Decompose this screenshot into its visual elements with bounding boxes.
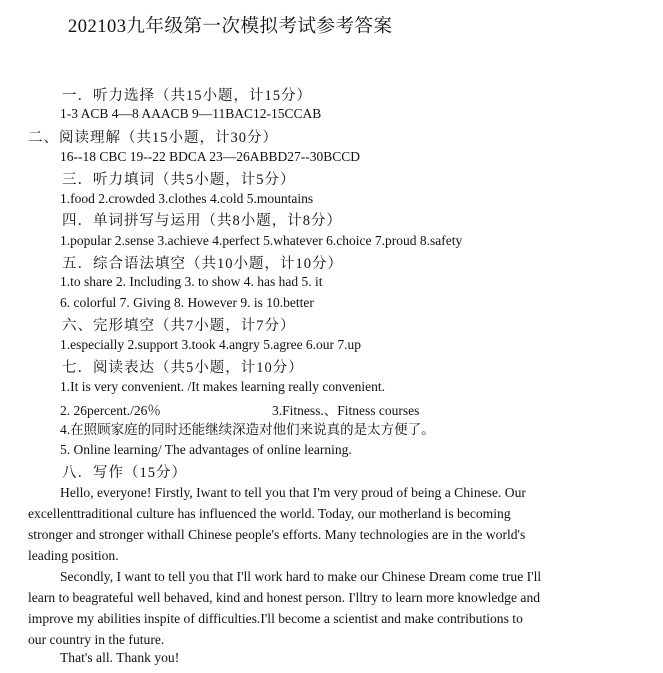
answers-listening-choice: 1-3 ACB 4—8 AAACB 9—11BAC12-15CCAB: [60, 106, 322, 121]
essay-line: excellenttraditional culture has influenced the world. Today, our motherland is becoming: [28, 506, 511, 521]
essay-paragraph-2: [28, 566, 635, 650]
essay-line: learn to beagrateful well behaved, kind and honest person. I'lltry to learn more knowledge and: [28, 590, 541, 605]
essay-line: our country in the future.: [28, 632, 165, 647]
answers-listening-fill: 1.food 2.crowded 3.clothes 4.cold 5.mountains: [60, 191, 314, 206]
page-title: 202103九年级第一次模拟考试参考答案: [68, 17, 393, 37]
section-heading-listening-choice: 一．听力选择（共15小题，计15分）: [62, 88, 312, 104]
answers-grammar-line2: 6. colorful 7. Giving 8. However 9. is 10.better: [60, 295, 314, 310]
answer-expression-3: 3.Fitness.、Fitness courses: [272, 403, 420, 418]
section-heading-grammar: 五．综合语法填空（共10小题，计10分）: [62, 256, 343, 272]
answer-expression-5: 5. Online learning/ The advantages of online learning.: [60, 442, 352, 457]
section-heading-cloze: 六、完形填空（共7小题，计7分）: [62, 318, 296, 334]
section-heading-listening-fill: 三．听力填词（共5小题，计5分）: [62, 172, 296, 188]
answer-expression-2: 2. 26percent./26％: [60, 403, 161, 418]
essay-closing: That's all. Thank you!: [60, 650, 180, 665]
essay-line: leading position.: [28, 548, 119, 563]
essay-line: Hello, everyone! Firstly, Iwant to tell you that I'm very proud of being a Chinese. Our: [60, 485, 526, 500]
essay-line: Secondly, I want to tell you that I'll work hard to make our Chinese Dream come true I'll: [60, 569, 542, 584]
answers-spelling: 1.popular 2.sense 3.achieve 4.perfect 5.whatever 6.choice 7.proud 8.safety: [60, 233, 463, 248]
section-heading-reading-expression: 七．阅读表达（共5小题，计10分）: [62, 360, 304, 376]
section-heading-reading: 二、阅读理解（共15小题，计30分）: [28, 130, 278, 146]
answers-grammar-line1: 1.to share 2. Including 3. to show 4. has had 5. it: [60, 274, 323, 289]
essay-line: improve my abilities inspite of difficulties.I'll become a scientist and make contributions to: [28, 611, 523, 626]
answers-reading: 16--18 CBC 19--22 BDCA 23—26ABBD27--30BCCD: [60, 149, 361, 164]
answer-expression-4: 4.在照顾家庭的同时还能继续深造对他们来说真的是太方便了。: [60, 422, 435, 437]
essay-paragraph-1: [28, 482, 635, 566]
essay-line: stronger and stronger withall Chinese people's efforts. Many technologies are in the world's: [28, 527, 526, 542]
answer-expression-1: 1.It is very convenient. /It makes learning really convenient.: [60, 379, 386, 394]
section-heading-writing: 八．写作（15分）: [62, 465, 187, 481]
section-heading-spelling: 四．单词拼写与运用（共8小题，计8分）: [62, 213, 342, 229]
answers-cloze: 1.especially 2.support 3.took 4.angry 5.agree 6.our 7.up: [60, 337, 362, 352]
